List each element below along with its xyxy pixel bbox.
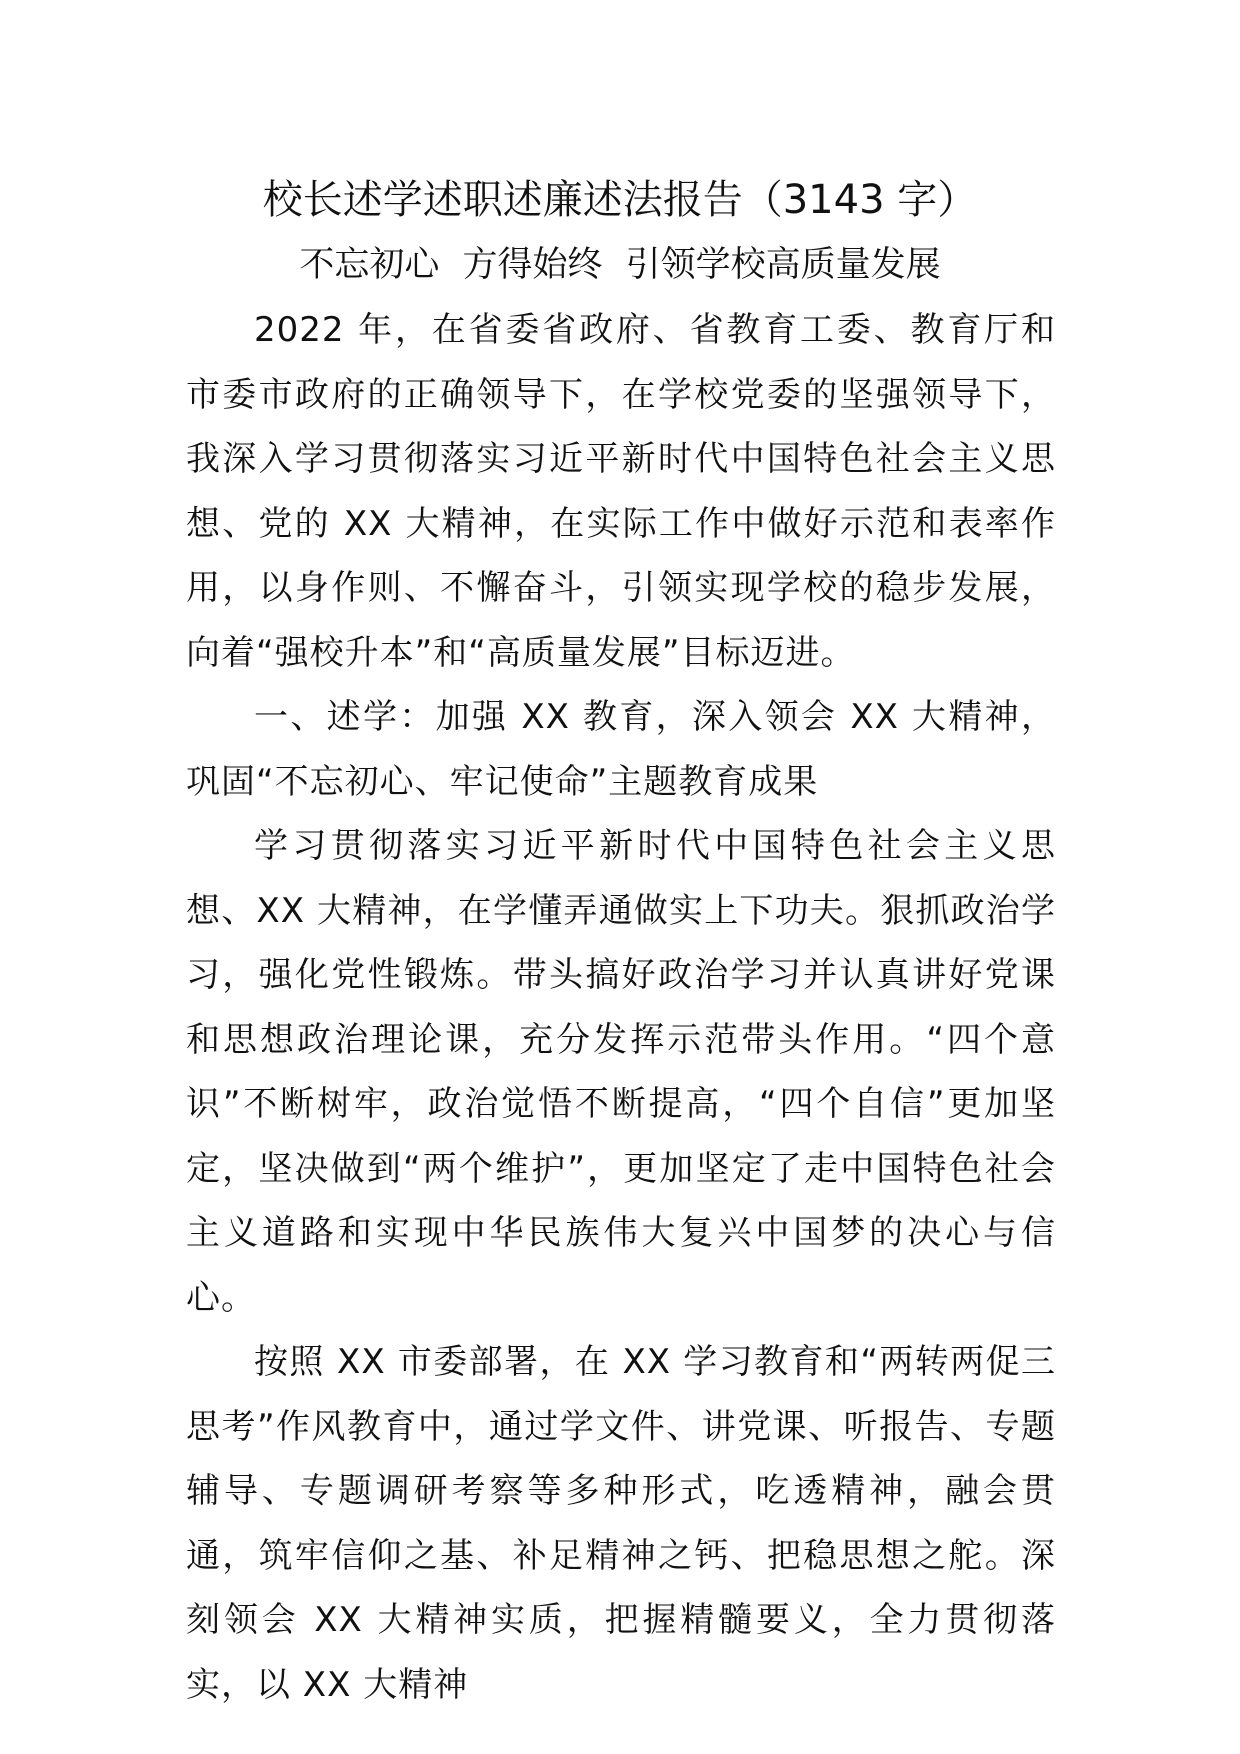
document-body — [186, 298, 1056, 1717]
paragraph-intro: 2022 年，在省委省政府、省教育工委、教育厅和市委市政府的正确领导下，在学校党委的坚强领导下，我深入学习贯彻落实习近平新时代中国特色社会主义思想、党的 XX 大精神，在实际工作中做好示范和表率作用，以身作则、不懈奋斗，引领实现学校的稳步发展，向着“强校升本”和“高质量发展”目标迈进。 — [186, 310, 1056, 673]
document-subtitle: 不忘初心 方得始终 引领学校高质量发展 — [299, 245, 941, 285]
paragraph-study-1: 学习贯彻落实习近平新时代中国特色社会主义思想、XX 大精神，在学懂弄通做实上下功夫。狠抓政治学习，强化党性锻炼。带头搞好政治学习并认真讲好党课和思想政治理论课，充分发挥示范带头作用。“四个意识”不断树牢，政治觉悟不断提高，“四个自信”更加坚定，坚决做到“两个维护”，更加坚定了走中国特色社会主义道路和实现中华民族伟大复兴中国梦的决心与信心。 — [186, 826, 1056, 1318]
paragraph-study-2: 按照 XX 市委部署，在 XX 学习教育和“两转两促三思考”作风教育中，通过学文件、讲党课、听报告、专题辅导、专题调研考察等多种形式，吃透精神，融会贯通，筑牢信仰之基、补足精神之钙、把稳思想之舵。深刻领会 XX 大精神实质，把握精髓要义，全力贯彻落实，以 XX 大精神 — [186, 1342, 1056, 1705]
document-title: 校长述学述职述廉述法报告（3143 字） — [262, 177, 978, 223]
section-heading-study: 一、述学：加强 XX 教育，深入领会 XX 大精神，巩固“不忘初心、牢记使命”主题教育成果 — [186, 697, 1056, 802]
